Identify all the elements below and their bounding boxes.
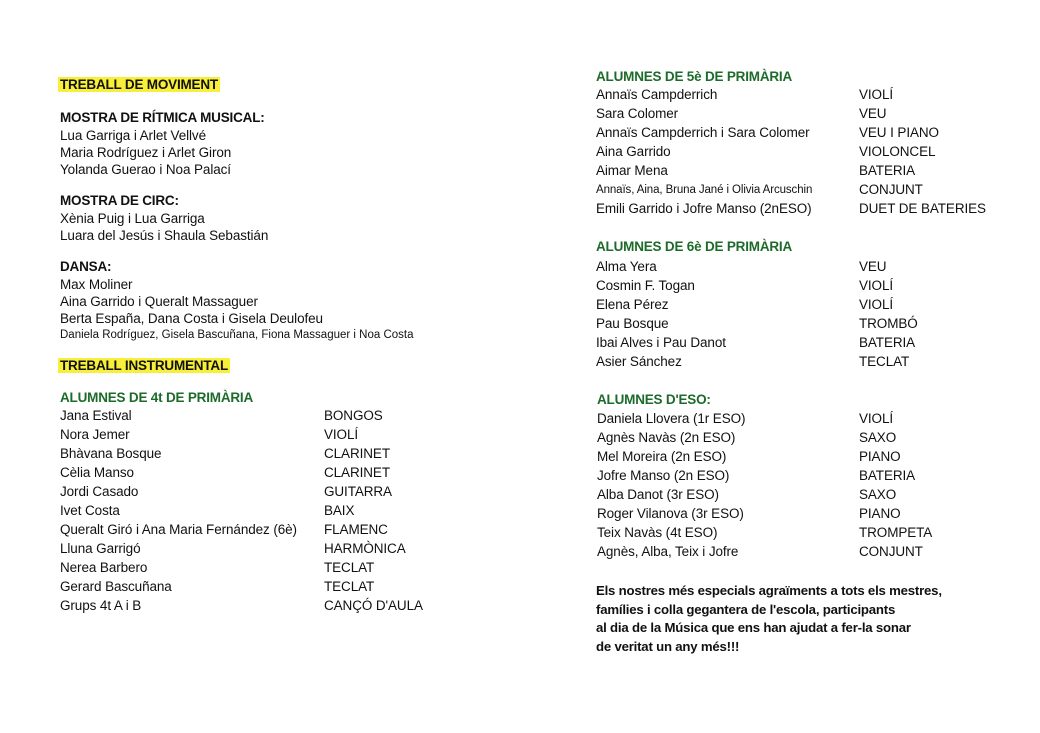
student-name: Alma Yera xyxy=(596,259,657,274)
sise-heading xyxy=(596,238,792,256)
student-name: Bhàvana Bosque xyxy=(60,446,162,461)
instrument: VIOLÍ xyxy=(859,411,894,426)
dansa-item: Berta España, Dana Costa i Gisela Deulofeu xyxy=(60,311,323,326)
instrument: VIOLÍ xyxy=(859,87,894,102)
list-item xyxy=(596,142,1016,161)
list-item xyxy=(60,577,460,596)
list-item xyxy=(60,501,460,520)
list-item xyxy=(597,409,1017,428)
quart-list xyxy=(60,406,460,615)
instrument: PIANO xyxy=(859,506,901,521)
list-item xyxy=(596,161,1016,180)
list-item xyxy=(597,428,1017,447)
student-name: Nora Jemer xyxy=(60,427,130,442)
student-name: Lluna Garrigó xyxy=(60,541,141,556)
sise-heading-text: ALUMNES DE 6è DE PRIMÀRIA xyxy=(596,239,793,254)
student-name: Alba Danot (3r ESO) xyxy=(597,487,719,502)
ritmica-item: Lua Garriga i Arlet Vellvé xyxy=(60,128,206,143)
thanks-line: de veritat un any més!!! xyxy=(596,638,740,654)
eso-heading-text: ALUMNES D'ESO: xyxy=(597,392,711,407)
list-item xyxy=(60,539,460,558)
instrument: BONGOS xyxy=(324,408,383,423)
student-name: Teix Navàs (4t ESO) xyxy=(597,525,718,540)
student-name: Daniela Llovera (1r ESO) xyxy=(597,411,746,426)
thanks-line: Els nostres més especials agraïments a tots els mestres, xyxy=(596,583,942,598)
student-name: Jordi Casado xyxy=(60,484,139,499)
student-name: Aina Garrido xyxy=(596,144,671,159)
student-name: Cèlia Manso xyxy=(60,465,134,480)
instrument: HARMÒNICA xyxy=(324,541,406,556)
instrument: DUET DE BATERIES xyxy=(859,201,986,216)
student-name: Nerea Barbero xyxy=(60,560,148,575)
student-name: Agnès Navàs (2n ESO) xyxy=(597,430,736,445)
list-item xyxy=(60,482,460,501)
thanks-note xyxy=(596,582,942,656)
student-name: Annaïs Campderrich xyxy=(596,87,718,102)
dansa-section xyxy=(60,258,414,344)
student-name: Sara Colomer xyxy=(596,106,679,121)
cinque-list xyxy=(596,85,1016,218)
list-item xyxy=(60,444,460,463)
dansa-heading: DANSA: xyxy=(60,259,112,274)
ritmica-item: Maria Rodríguez i Arlet Giron xyxy=(60,145,232,160)
student-name: Roger Vilanova (3r ESO) xyxy=(597,506,744,521)
list-item xyxy=(60,558,460,577)
eso-heading xyxy=(597,391,711,409)
instrument: VEU I PIANO xyxy=(859,125,939,140)
list-item xyxy=(596,352,1016,371)
student-name: Ibai Alves i Pau Danot xyxy=(596,335,726,350)
ritmica-section xyxy=(60,109,265,178)
instrument: TECLAT xyxy=(324,579,375,594)
list-item xyxy=(597,523,1017,542)
quart-heading xyxy=(60,389,253,407)
list-item xyxy=(60,425,460,444)
instrument: BATERIA xyxy=(859,335,916,350)
cinque-heading-text: ALUMNES DE 5è DE PRIMÀRIA xyxy=(596,69,793,84)
instrument: GUITARRA xyxy=(324,484,392,499)
list-item xyxy=(596,257,1016,276)
thanks-line: al dia de la Música que ens han ajudat a fer-la sonar xyxy=(596,620,911,635)
student-name: Gerard Bascuñana xyxy=(60,579,172,594)
instrument: TECLAT xyxy=(859,354,910,369)
instrument: TROMPETA xyxy=(859,525,933,540)
student-name: Queralt Giró i Ana Maria Fernández (6è) xyxy=(60,522,297,537)
list-item xyxy=(597,485,1017,504)
instrumental-heading xyxy=(58,357,230,375)
list-item xyxy=(596,276,1016,295)
list-item xyxy=(597,447,1017,466)
circ-item: Luara del Jesús i Shaula Sebastián xyxy=(60,228,269,243)
circ-item: Xènia Puig i Lua Garriga xyxy=(60,211,205,226)
list-item xyxy=(597,466,1017,485)
instrument: VEU xyxy=(859,259,887,274)
student-name: Annaïs Campderrich i Sara Colomer xyxy=(596,125,810,140)
ritmica-heading: MOSTRA DE RÍTMICA MUSICAL: xyxy=(60,110,265,125)
student-name: Elena Pérez xyxy=(596,297,669,312)
moviment-heading-text: TREBALL DE MOVIMENT xyxy=(60,77,218,92)
instrument: BAIX xyxy=(324,503,355,518)
student-name: Agnès, Alba, Teix i Jofre xyxy=(597,544,739,559)
instrument: BATERIA xyxy=(859,163,916,178)
list-item xyxy=(60,406,460,425)
instrument: TECLAT xyxy=(324,560,375,575)
list-item xyxy=(60,463,460,482)
list-item xyxy=(596,295,1016,314)
instrument: CONJUNT xyxy=(859,182,923,197)
instrument: CANÇÓ D'AULA xyxy=(324,598,423,613)
student-name: Asier Sánchez xyxy=(596,354,682,369)
student-name: Mel Moreira (2n ESO) xyxy=(597,449,727,464)
instrument: FLAMENC xyxy=(324,522,388,537)
list-item xyxy=(596,85,1016,104)
sise-list xyxy=(596,257,1016,371)
student-name: Pau Bosque xyxy=(596,316,669,331)
circ-heading: MOSTRA DE CIRC: xyxy=(60,193,179,208)
student-name: Ivet Costa xyxy=(60,503,120,518)
student-name: Jofre Manso (2n ESO) xyxy=(597,468,730,483)
cinque-heading xyxy=(596,68,792,86)
student-name: Aimar Mena xyxy=(596,163,668,178)
list-item xyxy=(596,333,1016,352)
instrument: VEU xyxy=(859,106,887,121)
dansa-item: Max Moliner xyxy=(60,277,133,292)
eso-list xyxy=(597,409,1017,561)
ritmica-item: Yolanda Guerao i Noa Palací xyxy=(60,162,231,177)
instrument: VIOLÍ xyxy=(859,297,894,312)
instrument: CONJUNT xyxy=(859,544,923,559)
instrument: VIOLÍ xyxy=(324,427,359,442)
instrument: PIANO xyxy=(859,449,901,464)
dansa-item: Aina Garrido i Queralt Massaguer xyxy=(60,294,258,309)
instrument: VIOLÍ xyxy=(859,278,894,293)
student-name: Annaïs, Aina, Bruna Jané i Olivia Arcuschin xyxy=(596,184,813,196)
list-item xyxy=(597,542,1017,561)
list-item xyxy=(60,596,460,615)
instrumental-heading-text: TREBALL INSTRUMENTAL xyxy=(60,358,228,373)
list-item xyxy=(597,504,1017,523)
list-item xyxy=(596,314,1016,333)
list-item xyxy=(596,199,1016,218)
instrument: VIOLONCEL xyxy=(859,144,936,159)
instrument: CLARINET xyxy=(324,446,390,461)
instrument: BATERIA xyxy=(859,468,916,483)
thanks-line: famílies i colla gegantera de l'escola, participants xyxy=(596,601,896,617)
circ-section xyxy=(60,192,268,244)
student-name: Cosmin F. Togan xyxy=(596,278,695,293)
instrument: CLARINET xyxy=(324,465,390,480)
student-name: Emili Garrido i Jofre Manso (2nESO) xyxy=(596,201,812,216)
list-item xyxy=(596,123,1016,142)
student-name: Grups 4t A i B xyxy=(60,598,142,613)
instrument: SAXO xyxy=(859,430,897,445)
dansa-item-small: Daniela Rodríguez, Gisela Bascuñana, Fiona Massaguer i Noa Costa xyxy=(60,329,414,341)
instrument: TROMBÓ xyxy=(859,316,918,331)
instrument: SAXO xyxy=(859,487,897,502)
student-name: Jana Estival xyxy=(60,408,132,423)
moviment-heading xyxy=(58,76,220,94)
list-item xyxy=(596,104,1016,123)
list-item xyxy=(596,180,1016,199)
list-item xyxy=(60,520,460,539)
quart-heading-text: ALUMNES DE 4t DE PRIMÀRIA xyxy=(60,390,254,405)
